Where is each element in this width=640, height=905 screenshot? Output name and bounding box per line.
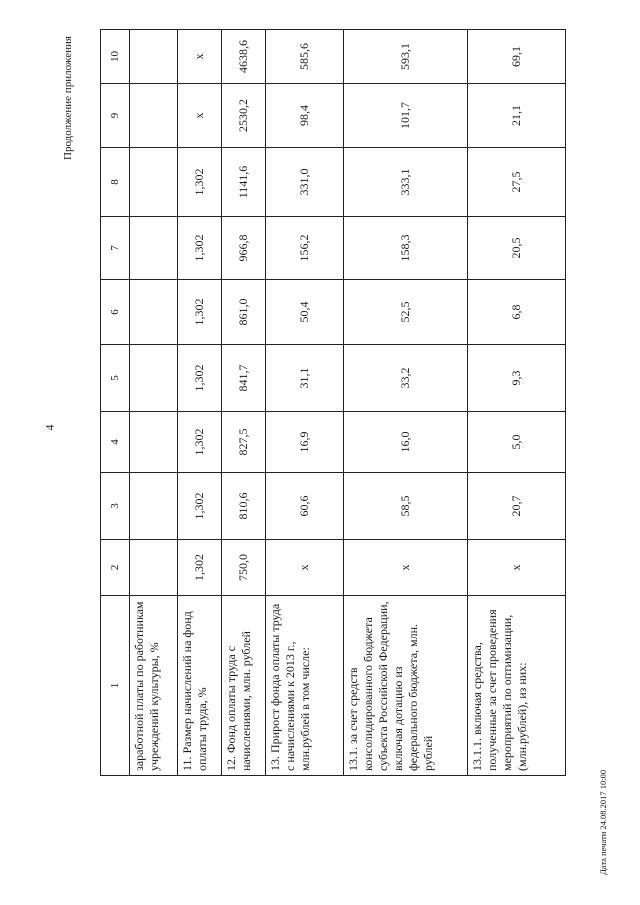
table-cell: 6,8 xyxy=(468,280,566,345)
table-cell: 5,0 xyxy=(468,412,566,473)
table-cell: 98,4 xyxy=(266,84,344,148)
column-header: 1 xyxy=(101,596,130,776)
row-label: 13.1.1. включая средства, полученные за счет проведения мероприятий по оптимизации, (млн.рублей), из них: xyxy=(468,596,566,776)
table-cell: х xyxy=(178,84,222,148)
table-cell: 331,0 xyxy=(266,148,344,217)
column-header: 6 xyxy=(101,280,130,345)
table-cell: 1,302 xyxy=(178,345,222,412)
table-cell: х xyxy=(344,540,468,596)
table-cell: 31,1 xyxy=(266,345,344,412)
table-cell: 1141,6 xyxy=(222,148,266,217)
header-row xyxy=(101,30,130,776)
table-cell: 585,6 xyxy=(266,30,344,84)
table-cell: 33,2 xyxy=(344,345,468,412)
table-cell: 1,302 xyxy=(178,412,222,473)
table-cell xyxy=(130,412,178,473)
table-cell: 966,8 xyxy=(222,217,266,280)
column-header: 2 xyxy=(101,540,130,596)
table-cell xyxy=(130,148,178,217)
table-container xyxy=(100,30,560,776)
continuation-heading: Продолжение приложения xyxy=(62,36,74,160)
print-date: Дата печати 24.08.2017 10:00 xyxy=(598,769,608,875)
indicators-table xyxy=(100,29,566,776)
table-cell: 50,4 xyxy=(266,280,344,345)
table-row xyxy=(266,30,344,776)
table-row xyxy=(344,30,468,776)
table-cell: 52,5 xyxy=(344,280,468,345)
table-row xyxy=(468,30,566,776)
table-cell: 158,3 xyxy=(344,217,468,280)
table-cell: 1,302 xyxy=(178,148,222,217)
table-cell xyxy=(130,30,178,84)
table-row xyxy=(222,30,266,776)
table-cell: 58,5 xyxy=(344,473,468,540)
table-cell: 861,0 xyxy=(222,280,266,345)
table-cell: 333,1 xyxy=(344,148,468,217)
table-cell: 750,0 xyxy=(222,540,266,596)
row-label: 13.1. за счет средств консолидированного бюджета субъекта Российской Федерации, включая дотацию из федерального бюджета, млн. рублей xyxy=(344,596,468,776)
table-cell xyxy=(130,84,178,148)
table-cell: х xyxy=(468,540,566,596)
table-cell: 1,302 xyxy=(178,540,222,596)
table-cell: 593,1 xyxy=(344,30,468,84)
table-row xyxy=(178,30,222,776)
table-cell: 4638,6 xyxy=(222,30,266,84)
table-cell xyxy=(130,280,178,345)
table-cell: х xyxy=(266,540,344,596)
table-cell: 101,7 xyxy=(344,84,468,148)
table-cell: 20,7 xyxy=(468,473,566,540)
rotated-table xyxy=(100,30,560,776)
column-header: 4 xyxy=(101,412,130,473)
table-row xyxy=(130,30,178,776)
table-cell: 810,6 xyxy=(222,473,266,540)
table-cell: 1,302 xyxy=(178,280,222,345)
column-header: 3 xyxy=(101,473,130,540)
column-header: 5 xyxy=(101,345,130,412)
page-number: 4 xyxy=(42,424,57,431)
table-cell: 60,6 xyxy=(266,473,344,540)
table-cell xyxy=(130,217,178,280)
table-cell: 16,0 xyxy=(344,412,468,473)
column-header: 7 xyxy=(101,217,130,280)
table-cell: 827,5 xyxy=(222,412,266,473)
table-cell: 841,7 xyxy=(222,345,266,412)
row-label: 12. Фонд оплаты труда с начислениями, млн. рублей xyxy=(222,596,266,776)
table-cell: х xyxy=(178,30,222,84)
table-cell: 20,5 xyxy=(468,217,566,280)
row-label: 11. Размер начислений на фонд оплаты труда, % xyxy=(178,596,222,776)
row-label: заработной платы по работникам учреждений культуры, % xyxy=(130,596,178,776)
table-cell: 69,1 xyxy=(468,30,566,84)
column-header: 8 xyxy=(101,148,130,217)
table-cell: 9,3 xyxy=(468,345,566,412)
table-cell xyxy=(130,473,178,540)
table-cell: 156,2 xyxy=(266,217,344,280)
table-cell: 16,9 xyxy=(266,412,344,473)
table-cell: 1,302 xyxy=(178,473,222,540)
table-cell: 21,1 xyxy=(468,84,566,148)
table-cell xyxy=(130,540,178,596)
row-label: 13. Прирост фонда оплаты труда с начислениями к 2013 г., млн.рублей в том числе: xyxy=(266,596,344,776)
table-cell: 1,302 xyxy=(178,217,222,280)
table-cell: 27,5 xyxy=(468,148,566,217)
table-cell: 2530,2 xyxy=(222,84,266,148)
column-header: 9 xyxy=(101,84,130,148)
column-header: 10 xyxy=(101,30,130,84)
table-cell xyxy=(130,345,178,412)
